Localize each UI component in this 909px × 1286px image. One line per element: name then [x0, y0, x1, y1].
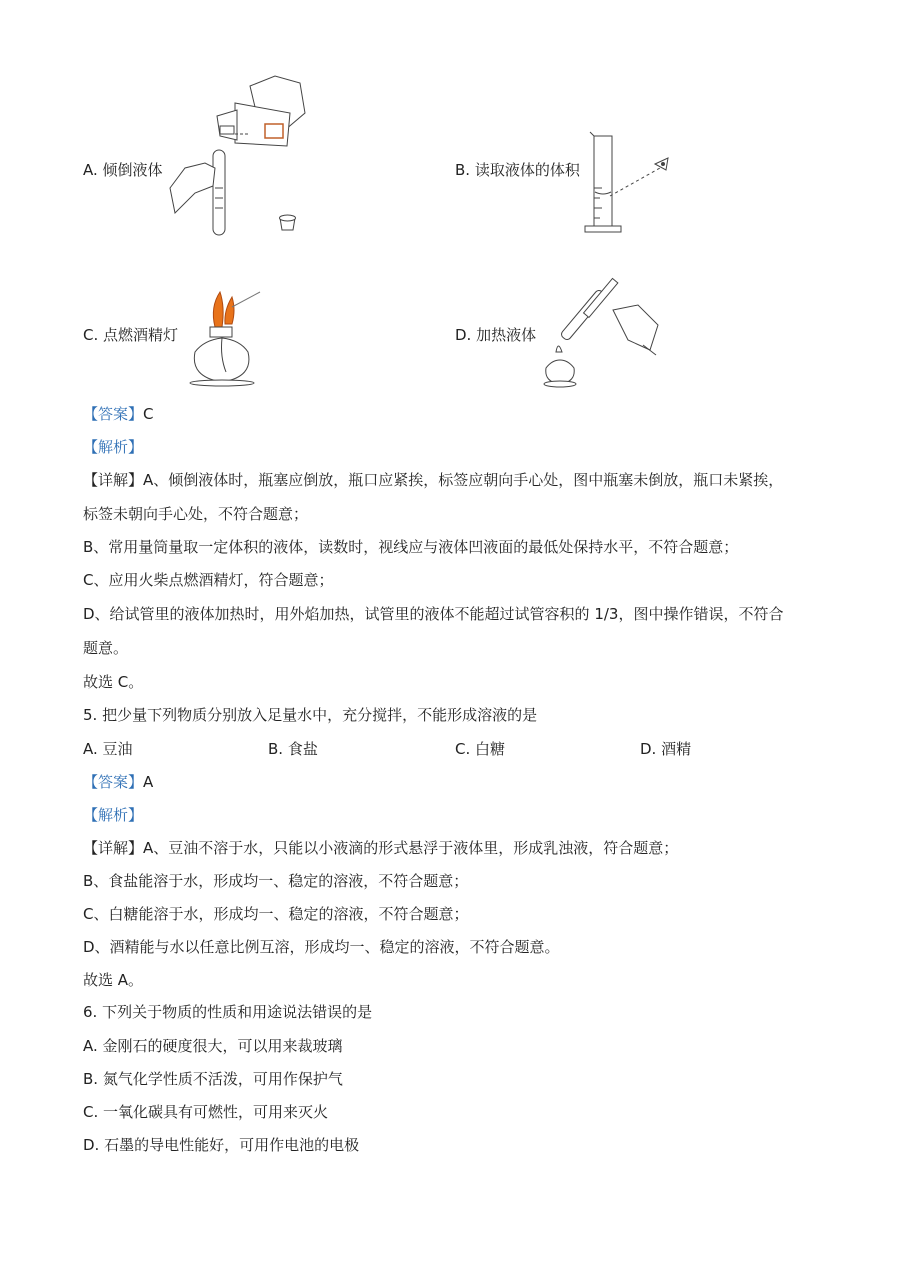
detail-tag: 【详解】: [83, 839, 144, 857]
option-c-label: C. 点燃酒精灯: [83, 326, 179, 344]
q5-conclusion: 故选 A。: [83, 971, 144, 989]
option-b-label: B. 读取液体的体积: [455, 161, 580, 179]
graduated-cylinder-figure: [580, 128, 675, 238]
q5-option-a: A. 豆油: [83, 740, 133, 758]
q6-option-c: C. 一氧化碳具有可燃性，可用来灭火: [83, 1103, 329, 1121]
q5-option-b: B. 食盐: [268, 740, 318, 758]
answer-tag: 【答案】: [83, 405, 144, 423]
q5-option-d: D. 酒精: [640, 740, 692, 758]
detail-tag: 【详解】: [83, 471, 144, 489]
detail-text: A、豆油不溶于水，只能以小液滴的形式悬浮于液体里，形成乳浊液，符合题意；: [143, 839, 679, 857]
q6-option-d: D. 石墨的导电性能好，可用作电池的电极: [83, 1136, 360, 1154]
q5-answer-row: [83, 772, 153, 792]
q5-option-c: C. 白糖: [455, 740, 506, 758]
q4-detail-line-6: 题意。: [83, 639, 129, 657]
q5-stem: 5. 把少量下列物质分别放入足量水中，充分搅拌，不能形成溶液的是: [83, 706, 538, 724]
pouring-liquid-figure: [165, 68, 315, 248]
option-a-label: A. 倾倒液体: [83, 161, 163, 179]
q4-detail-line-2: 标签未朝向手心处，不符合题意；: [83, 505, 309, 523]
q4-answer-row: [83, 404, 154, 424]
q5-detail-line-2: B、食盐能溶于水，形成均一、稳定的溶液，不符合题意；: [83, 872, 469, 890]
q4-detail-line-4: C、应用火柴点燃酒精灯，符合题意；: [83, 571, 334, 589]
answer-value: C: [143, 405, 154, 423]
q4-conclusion: 故选 C。: [83, 673, 144, 691]
answer-tag: 【答案】: [83, 773, 144, 791]
alcohol-lamp-figure: [180, 282, 265, 387]
q6-option-a: A. 金刚石的硬度很大，可以用来裁玻璃: [83, 1037, 343, 1055]
q6-option-b: B. 氮气化学性质不活泼，可用作保护气: [83, 1070, 343, 1088]
option-d-label: D. 加热液体: [455, 326, 537, 344]
q6-stem: 6. 下列关于物质的性质和用途说法错误的是: [83, 1003, 373, 1021]
detail-text: A、倾倒液体时，瓶塞应倒放，瓶口应紧挨，标签应朝向手心处，图中瓶塞未倒放，瓶口未紧挨，: [143, 471, 784, 489]
heating-liquid-figure: [538, 270, 663, 390]
q5-detail-line-3: C、白糖能溶于水，形成均一、稳定的溶液，不符合题意；: [83, 905, 469, 923]
q4-detail-line-1: [83, 470, 783, 490]
q5-detail-line-4: D、酒精能与水以任意比例互溶，形成均一、稳定的溶液，不符合题意。: [83, 938, 560, 956]
analysis-tag: 【解析】: [83, 438, 144, 456]
analysis-tag: 【解析】: [83, 806, 144, 824]
answer-value: A: [143, 773, 154, 791]
q4-detail-line-5: D、给试管里的液体加热时，用外焰加热，试管里的液体不能超过试管容积的 1/3，图中操作错误，不符合: [83, 605, 784, 623]
q5-detail-line-1: [83, 838, 678, 858]
q4-detail-line-3: B、常用量筒量取一定体积的液体，读数时，视线应与液体凹液面的最低处保持水平，不符合题意；: [83, 538, 739, 556]
